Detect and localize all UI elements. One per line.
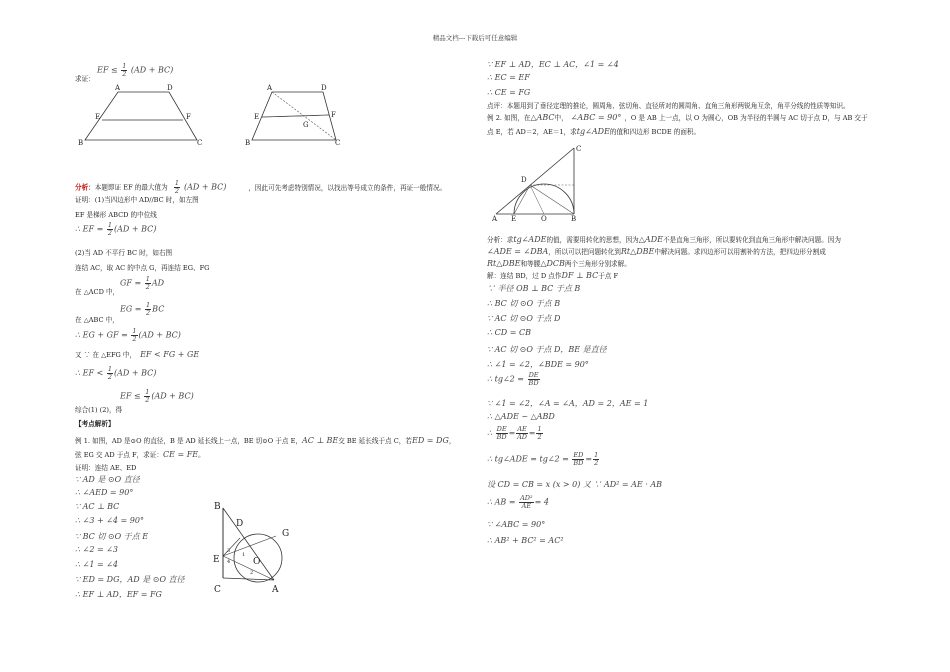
frac-num: 1 [107, 365, 112, 373]
solution-step-11 [487, 452, 600, 467]
p11-mid: EF ≤ [120, 391, 141, 401]
p6-eq: GF = [120, 278, 142, 288]
fig3-label-b: B [214, 502, 221, 512]
p10-post: (AD + BC) [113, 368, 157, 378]
s10-d1: BD [496, 433, 507, 441]
s11-frac-1 [572, 452, 584, 467]
s11-pre: ∴ tg∠ADE = tg∠2 = [487, 454, 569, 464]
r5-b: △ABC [530, 113, 555, 122]
fig3-angle-1: 1 [242, 552, 246, 558]
r10-c: 于点 F [598, 272, 619, 280]
fig4-label-d: D [521, 176, 527, 184]
frac-den: 2 [174, 187, 179, 195]
r7-c: 的值，需要用转化的思想，因为 [546, 236, 639, 244]
s7-fraction [528, 372, 540, 387]
p6-post: AD [151, 278, 165, 288]
r6-c: 的值和四边形 BCDE 的面积。 [609, 128, 701, 136]
s7-pre: ∴ tg∠2 = [487, 374, 525, 384]
proof-line-11-eq [120, 389, 194, 404]
fig3-angle-3: 3 [227, 548, 231, 554]
r8-a: ∠ADE = ∠DBA [487, 247, 549, 256]
r7-b: tg∠ADE [513, 235, 547, 244]
s11-frac-2 [593, 452, 599, 467]
solution-step-15: ∴ AB² + BC² = AC² [487, 536, 564, 545]
step-9: ∴ EF ⊥ AD，EF = FG [75, 590, 162, 599]
chord-eg [223, 536, 276, 556]
solution-step-1: ∵ 半径 OB ⊥ BC 于点 B [487, 284, 581, 293]
fig4-label-a: A [492, 215, 498, 222]
fig2-label-f: F [331, 111, 336, 119]
r-line-2: ∴ EC = EF [487, 73, 530, 82]
frac-num: 1 [174, 179, 179, 187]
fig1-label-c: C [197, 139, 203, 146]
claim-suffix: (AD + BC) [130, 65, 174, 75]
fig2-label-g: G [303, 121, 309, 129]
analysis-text-a: 本题即证 EF 的最大值为 [94, 183, 168, 192]
frac-den: 2 [145, 396, 150, 404]
trapezoid-outline [85, 92, 197, 140]
solution-step-10 [487, 426, 544, 441]
step-5: ∵ BC 切 ⊙O 于点 E [75, 532, 149, 541]
fraction-half [145, 276, 151, 291]
analysis-fraction [174, 180, 180, 195]
ex1-c: 交 BE 延长线于点 C，若 [338, 437, 412, 445]
chord-ea [223, 556, 274, 580]
p10-pre: ∴ EF < [75, 368, 104, 378]
fig3-label-e: E [213, 555, 220, 565]
circle-tangent-figure [212, 500, 294, 596]
frac-num: 1 [145, 388, 150, 396]
s10-n1: DE [496, 425, 507, 433]
s11-d1: BD [573, 459, 584, 467]
frac-num: 1 [132, 327, 137, 335]
solution-step-5: ∵ AC 切 ⊙O 于点 D，BE 是直径 [487, 345, 607, 354]
r5-c: 中， [554, 114, 568, 122]
r8-c: Rt△DBE [620, 247, 655, 256]
frac-den: 2 [145, 283, 150, 291]
semicircle-figure [490, 142, 590, 222]
line-ba [223, 508, 274, 580]
s13-num: AD² [520, 494, 533, 502]
proof-line-2: EF 是梯形 ABCD 的中位线 [75, 211, 157, 219]
solution-step-2: ∴ BC 切 ⊙O 于点 B [487, 299, 561, 308]
proof-line-10 [75, 366, 156, 381]
fraction-half [107, 222, 113, 237]
s10-pre: ∴ [487, 428, 493, 438]
s10-eq: = [508, 428, 516, 438]
s10-frac-3 [536, 426, 542, 441]
claim-formula [97, 63, 173, 78]
trapezoid-figure-1 [75, 84, 210, 146]
frac-den: 2 [146, 309, 151, 317]
solution-intro [487, 272, 618, 280]
frac-num: 1 [107, 221, 112, 229]
ex1-g: CE = FE [162, 450, 199, 459]
r-line-3: ∴ CE = FG [487, 88, 531, 97]
fraction-half [121, 63, 127, 78]
r9-d: 两个三角形分别求解。 [564, 260, 631, 268]
step-4: ∴ ∠3 + ∠4 = 90° [75, 516, 144, 525]
analysis-label: 分析： [75, 183, 95, 192]
r5-a: 例 2. 如图，在 [487, 114, 531, 122]
proof-line-6-label: 在 △ACD 中， [75, 288, 120, 296]
s10-frac-1 [496, 426, 508, 441]
proof-line-9 [75, 351, 199, 359]
solution-step-6: ∴ ∠1 = ∠2，∠BDE = 90° [487, 360, 589, 369]
step-2: ∴ ∠AED = 90° [75, 488, 134, 497]
frac-num: 1 [146, 301, 151, 309]
s13-den: AE [521, 502, 532, 510]
solution-step-3: ∵ AC 切 ⊙O 于点 D [487, 314, 561, 323]
s13-fraction [519, 495, 534, 510]
analysis-2-line-1 [487, 236, 841, 244]
ex1-a: 例 1. 如图，AD 是⊙O 的直径，B 是 AD 延长线上一点，BE 切⊙O 于点 E， [75, 437, 302, 445]
r8-b: ，所以可以把问题转化到 [548, 248, 621, 256]
solution-step-9: ∴ △ADE ∽ △ABD [487, 412, 555, 421]
s10-frac-2 [516, 426, 527, 441]
fig3-angle-2: 2 [250, 570, 254, 576]
fraction-half [131, 328, 137, 343]
page-header: 精品文档---下载后可任意编辑 [432, 34, 518, 42]
fraction-half [145, 302, 151, 317]
solution-step-12: 设 CD = CB = x (x > 0) 又 ∵ AD² = AE · AB [487, 480, 663, 489]
proof-line-6-eq [120, 276, 164, 291]
fig3-angle-4: 4 [227, 559, 231, 565]
r7-e: 不是直角三角形，所以要转化到直角三角形中解决问题。因为 [662, 236, 841, 244]
r10-a: 解：连结 BD，过 D 点作 [487, 272, 562, 280]
proof-line-7-eq [120, 302, 164, 317]
s10-n2: AE [517, 425, 527, 433]
step-1: ∵ AD 是 ⊙O 直径 [75, 475, 140, 484]
p3-post: (AD + BC) [113, 224, 157, 234]
fig3-label-o: O [253, 557, 261, 567]
quadrilateral-figure-2 [245, 84, 350, 146]
p8-post: (AD + BC) [138, 330, 181, 340]
p11-post: (AD + BC) [151, 391, 194, 401]
fig1-label-e: E [95, 113, 101, 121]
s11-n1: ED [573, 451, 584, 459]
fig2-label-a: A [267, 84, 273, 92]
fig4-label-c: C [576, 145, 582, 153]
s10-n3: 1 [537, 425, 542, 433]
frac-num: 1 [145, 275, 150, 283]
frac-den: 2 [107, 373, 112, 381]
fig4-label-e: E [511, 215, 517, 222]
proof-line-3 [75, 222, 156, 237]
r5-e: ，O 是 AB 上一点，以 O 为圆心，OB 为半径的半圆与 AC 切于点 D，与 AB 交于 [624, 114, 868, 122]
analysis-2-line-3 [487, 260, 631, 268]
section-title: 【考点解析】 [75, 420, 115, 428]
analysis-2-line-2 [487, 248, 826, 256]
example-2-line-2 [487, 128, 700, 136]
step-7: ∴ ∠1 = ∠4 [75, 560, 119, 569]
r6-b: tg∠ADE [576, 127, 610, 136]
proof-line-8 [75, 328, 181, 343]
solution-step-13 [487, 495, 549, 510]
fig2-label-b: B [245, 139, 251, 146]
s10-d3: 2 [537, 433, 542, 441]
ex1-e: ， [448, 437, 456, 445]
fraction-half [107, 366, 113, 381]
example-1-line-2 [75, 451, 205, 459]
p7-eq: EG = [120, 304, 142, 314]
line-db [530, 185, 574, 214]
r9-b: 和等腰 [520, 260, 541, 268]
example-2-line-1 [487, 114, 868, 122]
r7-d: △ADE [638, 235, 663, 244]
r7-a: 分析：求 [487, 236, 514, 244]
fig1-label-f: F [186, 113, 191, 121]
r10-b: DF ⊥ BC [561, 271, 599, 280]
s13-pre: ∴ AB = [487, 497, 516, 507]
p7-post: BC [152, 304, 165, 314]
p9-pre: 又 ∵ 在 △EFG 中， [75, 351, 137, 359]
frac-den: 2 [107, 229, 112, 237]
fig1-label-a: A [115, 84, 121, 92]
solution-step-4: ∴ CD = CB [487, 328, 531, 337]
r-comment: 点评：本题用到了垂径定理的推论，圆周角、弦切角、直径所对的圆周角、直角三角形两锐角互余，角平分线的性质等知识。 [487, 102, 850, 110]
example-1-line-1 [75, 437, 455, 445]
r9-a: Rt△DBE [487, 259, 521, 268]
line-de [514, 185, 530, 214]
r9-c: △DCB [540, 259, 565, 268]
fig4-label-b: B [571, 215, 577, 222]
fig3-label-g: G [282, 529, 290, 539]
fig2-label-c: C [335, 139, 341, 146]
s10-d2: AD [517, 433, 527, 441]
fig2-label-e: E [254, 113, 260, 121]
ex1-d: ED = DG [411, 436, 449, 445]
prove-label: 求证： [75, 75, 95, 83]
analysis-text-b: (AD + BC) [183, 182, 227, 192]
fig1-label-b: B [78, 139, 84, 146]
proof-line-7-label: 在 △ABC 中， [75, 316, 119, 324]
fig3-label-a: A [272, 585, 279, 595]
s10-eq2: = [528, 428, 536, 438]
analysis-line [75, 180, 446, 195]
fig2-label-d: D [321, 84, 327, 92]
proof-line-11-label: 综合(1) (2)，得 [75, 406, 123, 414]
step-6: ∴ ∠2 = ∠3 [75, 545, 119, 554]
semicircle-arc [514, 184, 574, 214]
step-8: ∵ ED = DG，AD 是 ⊙O 直径 [75, 575, 185, 584]
ex1-h: 。 [198, 451, 205, 459]
analysis-text-c: ，因此可先考虑特别情况，以找出等号成立的条件，再证一般情况。 [248, 183, 447, 192]
s7-num: DE [528, 371, 539, 379]
fraction-half [144, 389, 150, 404]
solution-step-14: ∵ ∠ABC = 90° [487, 520, 546, 529]
r-line-1: ∵ EF ⊥ AD，EC ⊥ AC，∠1 = ∠4 [487, 60, 619, 69]
s11-n2: 1 [594, 451, 599, 459]
solution-step-8: ∵ ∠1 = ∠2，∠A = ∠A，AD = 2，AE = 1 [487, 399, 649, 408]
s11-d2: 2 [594, 459, 599, 467]
proof-line-4: (2)当 AD 不平行 BC 时，如右图 [75, 249, 173, 257]
p3-pre: ∴ EF = [75, 224, 104, 234]
frac-den: 2 [132, 335, 137, 343]
s11-eq: = [585, 454, 593, 464]
s7-den: BD [528, 379, 539, 387]
fig1-label-d: D [167, 84, 173, 92]
fig3-label-c: C [214, 585, 221, 595]
fig3-label-d: D [236, 519, 244, 529]
p9-post: EF < FG + GE [140, 350, 200, 359]
proof-line-1: 证明：(1)当四边形中 AD//BC 时，如左图 [75, 196, 199, 204]
r6-a: 点 E，若 AD＝2，AE＝1，求 [487, 128, 577, 136]
example-1-proof-intro: 证明：连结 AE、ED [75, 464, 137, 472]
claim-prefix: EF ≤ [97, 65, 118, 75]
chord-ed [223, 538, 240, 556]
s13-post: = 4 [534, 497, 549, 507]
ex1-f: 弦 EG 交 AD 于点 F，求证： [75, 451, 163, 459]
frac-den: 2 [122, 70, 127, 78]
r5-d: ∠ABC = 90° [570, 113, 622, 122]
p8-pre: ∴ EG + GF = [75, 330, 128, 340]
ex1-b: AC ⊥ BE [302, 436, 339, 445]
r8-d: 中解决问题。求四边形可以用割补的方法，把四边形分割成 [654, 248, 826, 256]
solution-step-7 [487, 372, 541, 387]
fig4-label-o: O [541, 215, 547, 222]
line-ac [496, 148, 574, 214]
step-3: ∵ AC ⊥ BC [75, 502, 120, 511]
frac-num: 1 [122, 62, 127, 70]
proof-line-5: 连结 AC，取 AC 的中点 G，再连结 EG、FG [75, 264, 210, 272]
